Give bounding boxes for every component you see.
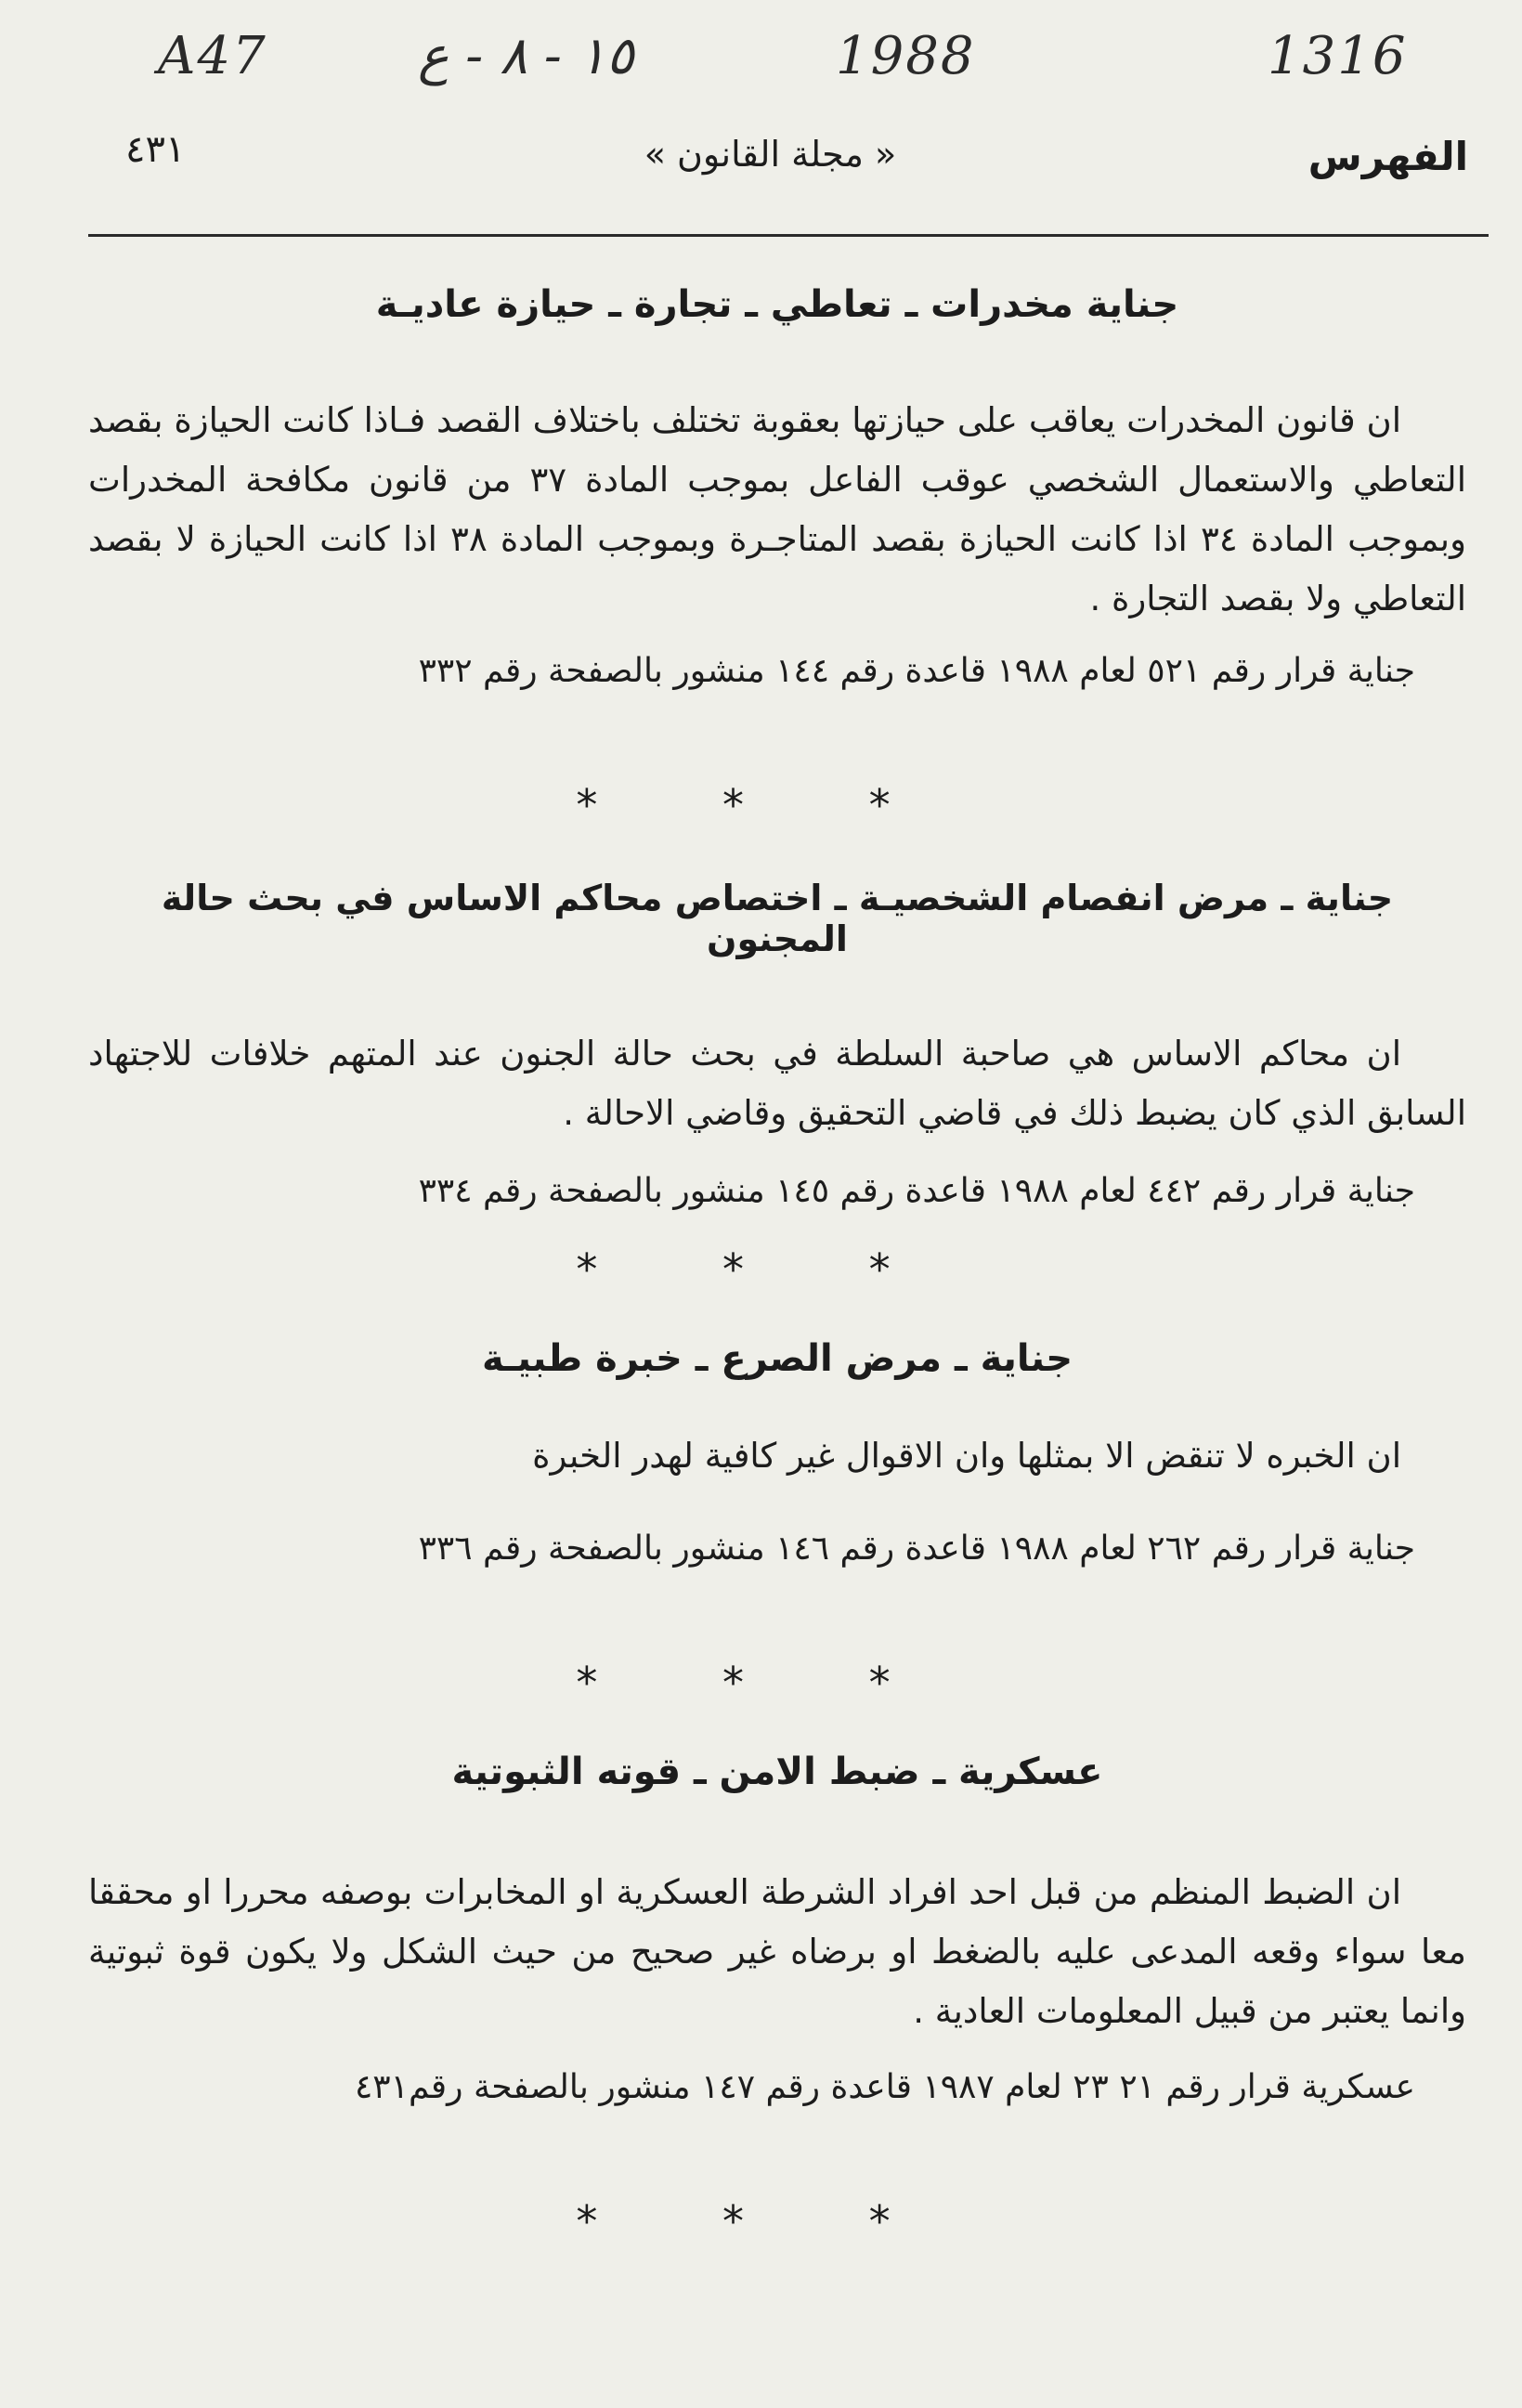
handwritten-code: A47 (158, 26, 267, 86)
separator-stars: * * * (576, 1244, 946, 1295)
entry-body: ان الخبره لا تنقض الا بمثلها وان الاقوال غير كافية لهدر الخبرة (532, 1436, 1401, 1476)
entry-reference: جناية قرار رقم ٤٤٢ لعام ١٩٨٨ قاعدة رقم ١٤٥ منشور بالصفحة رقم ٣٣٤ (418, 1172, 1415, 1210)
running-header (56, 121, 1485, 223)
page-number: ٤٣١ (125, 128, 186, 171)
entry-heading: عسكرية ـ ضبط الامن ـ قوته الثبوتية (451, 1751, 1103, 1793)
entry-body: ان قانون المخدرات يعاقب على حيازتها بعقوبة تختلف باختلاف القصد فـاذا كانت الحيازة بقصد التعاطي والاستعمال الشخصي عوقب الفاعل بموجب المادة ٣٧ من قانون مكافحة المخدرات وبموجب المادة ٣٤ اذا كانت الحيازة بقصد المتاجـرة وبموجب المادة ٣٨ اذا كانت الحيازة لا بقصد التعاطي ولا بقصد التجارة . (88, 400, 1466, 618)
section-title: الفهرس (1307, 134, 1468, 179)
separator-stars: * * * (576, 1658, 946, 1708)
handwritten-number: 1316 (1268, 26, 1408, 86)
entry-reference: عسكرية قرار رقم ٢١ ٢٣ لعام ١٩٨٧ قاعدة رقم ١٤٧ منشور بالصفحة رقم٤٣١ (354, 2068, 1415, 2106)
entry-heading: جناية ـ مرض الصرع ـ خبرة طبيـة (481, 1337, 1073, 1380)
journal-title: « مجلة القانون » (644, 134, 897, 175)
index-entry (88, 878, 1466, 1219)
entry-reference: جناية قرار رقم ٥٢١ لعام ١٩٨٨ قاعدة رقم ١٤٤ منشور بالصفحة رقم ٣٣٢ (418, 652, 1415, 690)
index-entry (88, 283, 1466, 699)
entry-heading: جناية ـ مرض انفصام الشخصيـة ـ اختصاص محاكم الاساس في بحث حالة المجنون (161, 878, 1394, 959)
entry-body: ان محاكم الاساس هي صاحبة السلطة في بحث حالة الجنون عند المتهم خلافات للاجتهاد السابق الذي كان يضبط ذلك في قاضي التحقيق وقاضي الاحالة . (88, 1034, 1466, 1133)
entry-reference: جناية قرار رقم ٢٦٢ لعام ١٩٨٨ قاعدة رقم ١٤٦ منشور بالصفحة رقم ٣٣٦ (418, 1529, 1415, 1568)
entry-body: ان الضبط المنظم من قبل احد افراد الشرطة العسكرية او المخابرات بوصفه محررا او محققا معا سواء وقعه المدعى عليه بالضغط او برضاه غير صحيح من حيث الشكل ولا يكون قوة ثبوتية وانما يعتبر من قبيل المعلومات العادية . (88, 1872, 1466, 2031)
index-entry (88, 1751, 1466, 2115)
handwritten-date: ١٥ - ٨ - ع (418, 26, 634, 86)
header-rule (88, 234, 1489, 237)
index-entry (88, 1337, 1466, 1577)
handwritten-year: 1988 (836, 26, 976, 86)
entry-heading: جناية مخدرات ـ تعاطي ـ تجارة ـ حيازة عاديـة (375, 283, 1179, 326)
separator-stars: * * * (576, 780, 946, 830)
separator-stars: * * * (576, 2196, 946, 2246)
